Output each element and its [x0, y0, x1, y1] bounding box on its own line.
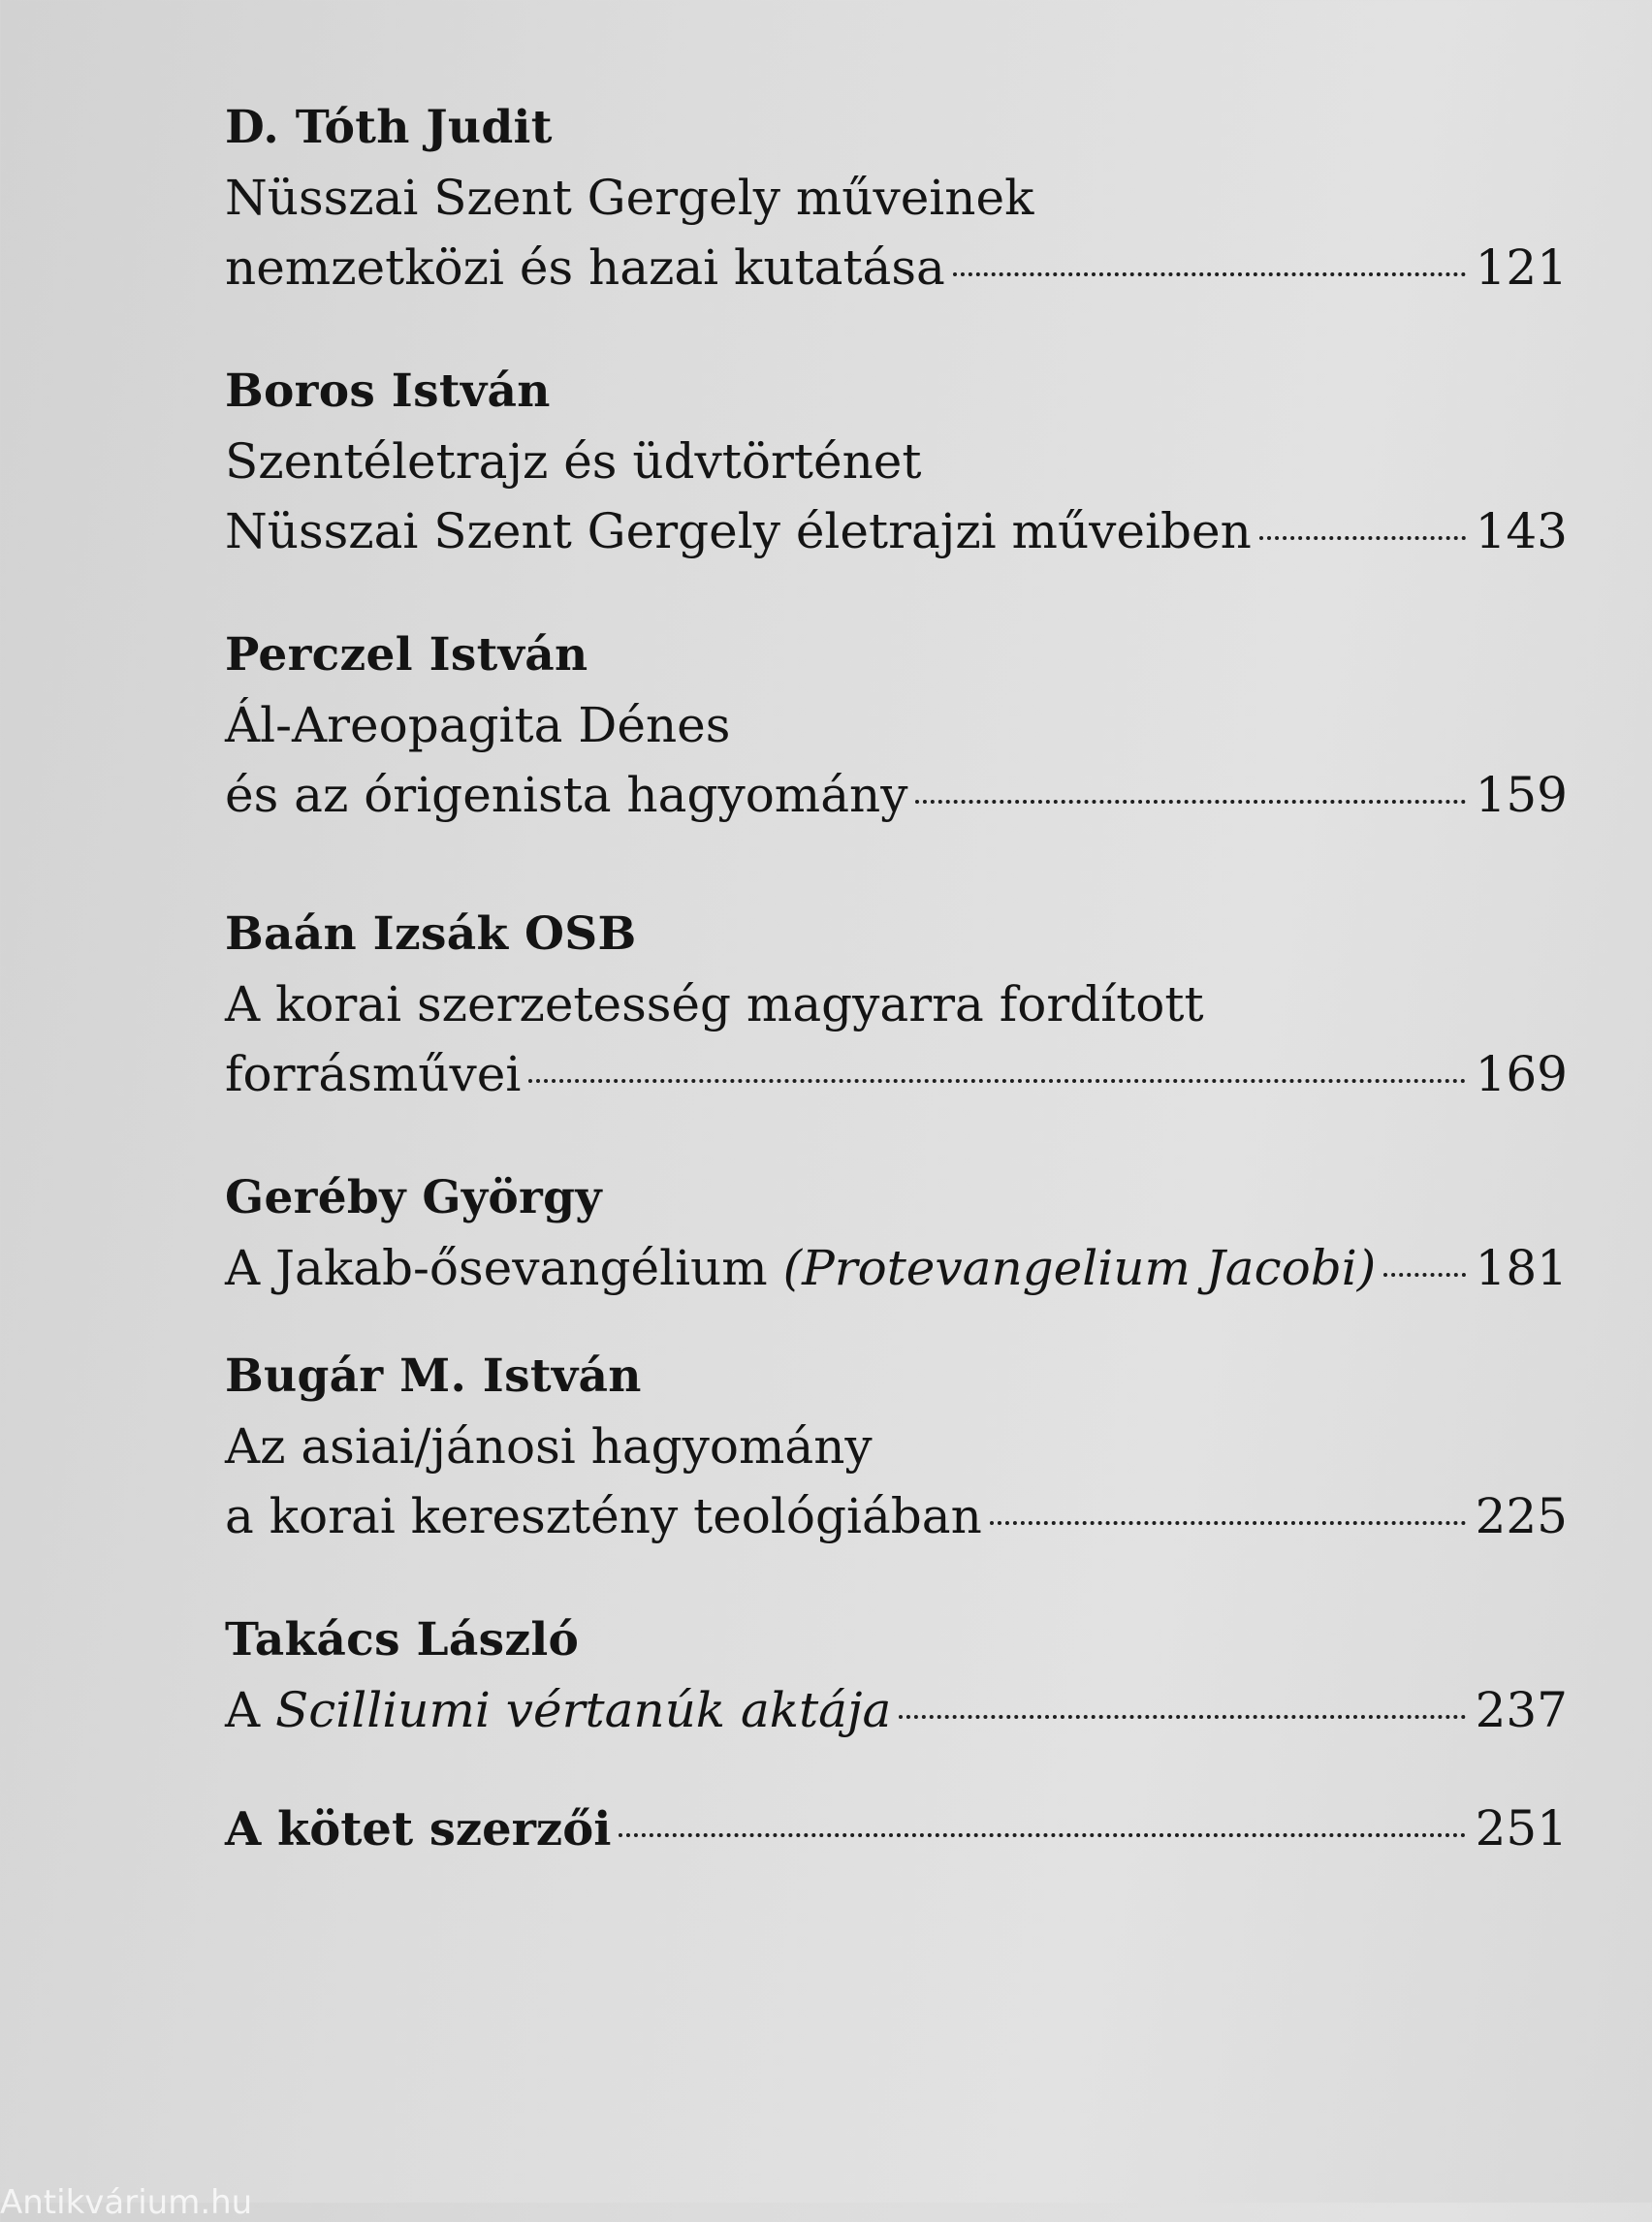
toc-entry-title-last-line — [225, 1233, 1568, 1303]
toc-entry-title-last-line — [225, 760, 1568, 830]
dot-leader — [915, 800, 1465, 804]
toc-entry-author: Boros István — [225, 365, 551, 418]
toc-entry-page-number[interactable]: 237 — [1475, 1682, 1568, 1738]
toc-entry-page-number[interactable]: 143 — [1475, 503, 1568, 559]
dot-leader — [990, 1521, 1466, 1525]
dot-leader — [619, 1833, 1465, 1837]
toc-entry-title-italic: (Protevangelium Jacobi) — [782, 1240, 1377, 1296]
toc-entry-title-segment: A Jakab-ősevangélium — [225, 1240, 783, 1296]
dot-leader — [528, 1079, 1465, 1083]
toc-entry-title-text — [225, 1481, 982, 1551]
toc-entry-title-last-line — [225, 1675, 1568, 1745]
toc-entry-author: Takács László — [225, 1613, 580, 1666]
table-of-contents — [225, 93, 1568, 1863]
toc-entry-title-line: Nüsszai Szent Gergely műveinek — [225, 170, 1034, 226]
toc-entry — [225, 900, 1568, 1109]
toc-entry — [225, 93, 1568, 302]
toc-entry-title-last-line — [225, 496, 1568, 566]
toc-entry-author: Perczel István — [225, 628, 588, 682]
toc-entry-title-line: Szentéletrajz és üdvtörténet — [225, 433, 922, 490]
toc-entry-title-line: Ál-Areopagita Dénes — [225, 697, 731, 753]
toc-entry-title-segment: forrásművei — [225, 1046, 522, 1102]
toc-entry-title-segment: a korai keresztény teológiában — [225, 1488, 982, 1544]
toc-entry-author: Bugár M. István — [225, 1349, 642, 1403]
toc-closing-title: A kötet szerzői — [225, 1802, 612, 1857]
toc-entry-title-text — [225, 1039, 521, 1109]
dot-leader — [1383, 1273, 1465, 1277]
toc-entry-title-last-line — [225, 1039, 1568, 1109]
dot-leader — [899, 1715, 1465, 1719]
toc-entry-title-last-line — [225, 233, 1568, 302]
toc-entry-page-number[interactable]: 181 — [1475, 1240, 1568, 1296]
watermark: Antikvárium.hu — [0, 2183, 253, 2222]
toc-entry-title-last-line — [225, 1481, 1568, 1551]
toc-entry-title-italic: Scilliumi vértanúk aktája — [275, 1682, 892, 1738]
toc-entry-title-line: Az asiai/jánosi hagyomány — [225, 1418, 873, 1475]
toc-closing-line — [225, 1793, 1568, 1863]
dot-leader — [1259, 536, 1466, 540]
toc-entry-page-number[interactable]: 159 — [1475, 767, 1568, 823]
toc-entry-page-number[interactable]: 121 — [1475, 239, 1568, 296]
toc-entry — [225, 620, 1568, 830]
toc-entry-title-line: A korai szerzetesség magyarra fordított — [225, 976, 1204, 1032]
toc-entry-closing — [225, 1793, 1568, 1863]
toc-entry-page-number[interactable]: 169 — [1475, 1046, 1568, 1102]
toc-entry-page-number[interactable]: 225 — [1475, 1488, 1568, 1544]
dot-leader — [953, 272, 1466, 276]
toc-entry-author: D. Tóth Judit — [225, 101, 553, 154]
toc-entry — [225, 1605, 1568, 1745]
toc-entry-title-text — [225, 1233, 1376, 1303]
toc-entry-title-segment: nemzetközi és hazai kutatása — [225, 239, 945, 296]
toc-entry-title-text — [225, 1675, 891, 1745]
toc-entry-author: Geréby György — [225, 1171, 602, 1224]
toc-entry-title-segment: Nüsszai Szent Gergely életrajzi műveiben — [225, 503, 1252, 559]
toc-entry-title-text — [225, 496, 1252, 566]
toc-entry-author: Baán Izsák OSB — [225, 907, 637, 961]
toc-closing-page-number[interactable]: 251 — [1475, 1800, 1568, 1857]
toc-entry — [225, 1342, 1568, 1551]
toc-entry-title-segment: A — [225, 1682, 276, 1738]
toc-entry — [225, 1163, 1568, 1303]
toc-entry-title-text — [225, 760, 907, 830]
toc-entry-title-segment: és az órigenista hagyomány — [225, 767, 908, 823]
toc-entry — [225, 357, 1568, 566]
toc-entry-title-text — [225, 233, 945, 302]
